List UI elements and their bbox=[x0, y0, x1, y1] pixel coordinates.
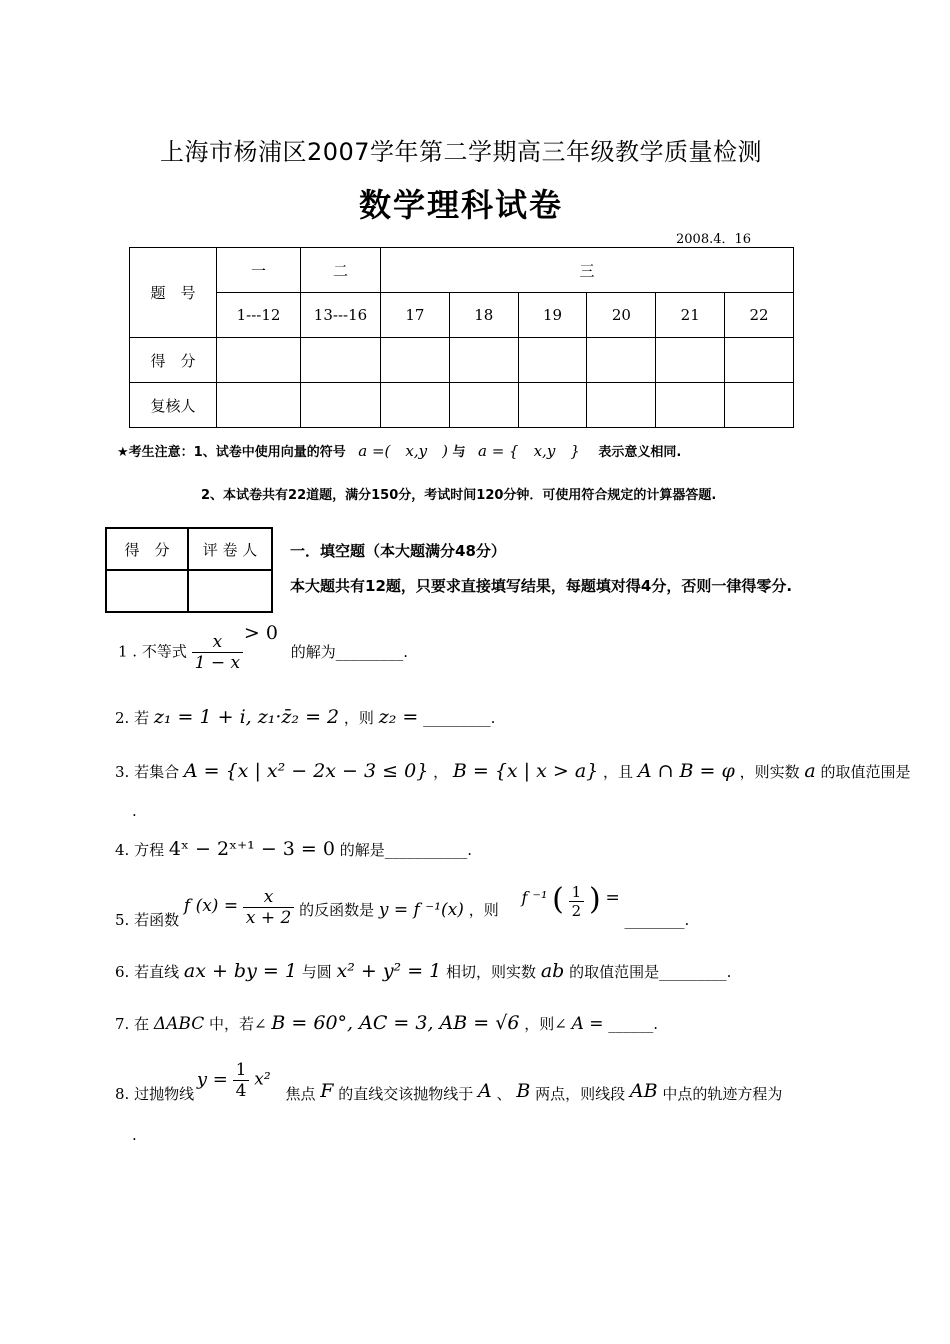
q3-separator: ， bbox=[433, 763, 449, 781]
score-cell bbox=[518, 338, 587, 383]
q8-tail: . bbox=[132, 1126, 137, 1144]
q6-ab: ab bbox=[540, 960, 565, 982]
score-cell bbox=[587, 338, 656, 383]
score-cell bbox=[656, 338, 725, 383]
score-cell bbox=[725, 338, 794, 383]
q8-lhs: y = bbox=[196, 1068, 228, 1090]
notice-1-suffix: 表示意义相同. bbox=[598, 445, 682, 460]
q8-mid: 焦点 bbox=[285, 1084, 316, 1103]
reviewer-cell bbox=[518, 383, 587, 428]
q8-focus: F bbox=[320, 1079, 334, 1102]
question-number-cell: 17 bbox=[381, 293, 450, 338]
question-3 bbox=[115, 760, 911, 782]
q2-target: z₂ = bbox=[378, 706, 419, 728]
question-1 bbox=[118, 621, 409, 673]
score-cell bbox=[301, 338, 381, 383]
q7-target: A = bbox=[571, 1014, 604, 1034]
q5-inverse: y = f ⁻¹(x) bbox=[378, 900, 464, 920]
section-two-header: 二 bbox=[301, 248, 381, 293]
reviewer-cell bbox=[301, 383, 381, 428]
section-one-description: 本大题共有12题，只要求直接填写结果，每题填对得4分，否则一律得零分. bbox=[290, 577, 793, 595]
q7-triangle: ΔABC bbox=[153, 1014, 205, 1034]
q2-prefix: 2. 若 bbox=[115, 709, 150, 727]
q6-prefix: 6. 若直线 bbox=[115, 963, 180, 981]
q8-point-a: A bbox=[478, 1079, 492, 1102]
q6-suffix: 的取值范围是_________. bbox=[569, 963, 732, 981]
q8-sep: 、 bbox=[496, 1084, 512, 1103]
q5-equals: = bbox=[605, 888, 620, 908]
notice-vector-notation bbox=[117, 440, 681, 461]
question-2 bbox=[115, 706, 495, 728]
q5-half-num: 1 bbox=[569, 883, 585, 902]
q3-post2: 的取值范围是 bbox=[820, 763, 911, 781]
grader-name-label: 评 卷 人 bbox=[188, 528, 272, 570]
exam-date: 2008.4．16 bbox=[676, 232, 752, 247]
q8-point-b: B bbox=[516, 1079, 531, 1102]
q4-prefix: 4. 方程 bbox=[115, 841, 165, 859]
question-number-cell: 20 bbox=[587, 293, 656, 338]
grader-name-cell bbox=[188, 570, 272, 612]
score-table bbox=[129, 247, 794, 428]
notice-1-prefix: ★考生注意：1、试卷中使用向量的符号 bbox=[117, 445, 346, 460]
q7-mid: 中，若∠ bbox=[209, 1015, 267, 1033]
exam-subject-title: 数学理科试卷 bbox=[358, 186, 563, 224]
q4-equation: 4ˣ − 2ˣ⁺¹ − 3 = 0 bbox=[168, 838, 335, 860]
q8-suffix: 中点的轨迹方程为 bbox=[662, 1084, 783, 1103]
q3-intersection: A ∩ B = φ bbox=[637, 760, 735, 782]
question-number-cell: 21 bbox=[656, 293, 725, 338]
reviewer-cell bbox=[449, 383, 518, 428]
q8-denominator: 4 bbox=[235, 1081, 247, 1101]
q3-set-b: B = {x | x > a} bbox=[452, 760, 599, 782]
q6-mid2: 相切，则实数 bbox=[446, 963, 537, 981]
question-7 bbox=[115, 1012, 658, 1034]
reviewer-cell bbox=[381, 383, 450, 428]
q8-rhs: x² bbox=[254, 1069, 271, 1090]
q1-denominator: 1 − x bbox=[194, 653, 241, 673]
question-6 bbox=[115, 960, 731, 982]
question-4 bbox=[115, 838, 472, 860]
q5-half-den: 2 bbox=[571, 901, 582, 920]
reviewer-cell bbox=[217, 383, 301, 428]
score-cell bbox=[449, 338, 518, 383]
question-number-cell: 19 bbox=[518, 293, 587, 338]
q8-mid2: 的直线交该抛物线于 bbox=[338, 1084, 474, 1103]
notice-1-mid: 与 bbox=[452, 445, 466, 460]
q3-mid: ，且 bbox=[603, 763, 634, 781]
q4-suffix: 的解是___________. bbox=[339, 841, 473, 859]
q5-mid2: ，则 bbox=[468, 901, 499, 919]
vector-notation-brace: a = { x,y } bbox=[478, 442, 580, 460]
q8-mid3: 两点，则线段 bbox=[535, 1084, 626, 1103]
q5-fraction bbox=[243, 887, 294, 928]
q7-prefix: 7. 在 bbox=[115, 1015, 150, 1033]
section-one-range: 1---12 bbox=[217, 293, 301, 338]
section-one-title: 一．填空题（本大题满分48分） bbox=[290, 542, 506, 560]
q3-post1: ，则实数 bbox=[739, 763, 800, 781]
q6-mid: 与圆 bbox=[301, 963, 332, 981]
q5-half bbox=[569, 883, 585, 920]
q5-numerator: x bbox=[243, 887, 294, 908]
q3-tail: . bbox=[132, 802, 137, 820]
q7-condition: B = 60°, AC = 3, AB = √6 bbox=[271, 1012, 520, 1034]
q8-numerator: 1 bbox=[233, 1060, 250, 1081]
q3-var-a: a bbox=[804, 760, 816, 782]
q2-suffix: _________. bbox=[423, 709, 496, 727]
q5-lhs: f (x) = bbox=[183, 896, 239, 916]
reviewer-cell bbox=[656, 383, 725, 428]
section-three-header: 三 bbox=[381, 248, 794, 293]
q1-relation: > 0 bbox=[243, 621, 278, 644]
score-cell bbox=[217, 338, 301, 383]
q5-right-paren: ) bbox=[588, 882, 601, 917]
q6-line: ax + by = 1 bbox=[183, 960, 297, 982]
q5-denominator: x + 2 bbox=[245, 907, 292, 928]
q2-condition: z₁ = 1 + i, z₁·z̄₂ = 2 bbox=[153, 706, 340, 728]
question-number-cell: 18 bbox=[449, 293, 518, 338]
q8-prefix: 8. 过抛物线 bbox=[115, 1084, 195, 1103]
section-two-range: 13---16 bbox=[301, 293, 381, 338]
q1-prefix: 1 . 不等式 bbox=[118, 642, 187, 661]
question-8 bbox=[115, 1060, 782, 1101]
q5-left-paren: ( bbox=[552, 882, 564, 917]
q6-circle: x² + y² = 1 bbox=[336, 960, 442, 982]
vector-notation-paren: a =( x,y ) bbox=[358, 442, 448, 460]
score-cell bbox=[381, 338, 450, 383]
q3-prefix: 3. 若集合 bbox=[115, 763, 180, 781]
question-number-cell: 22 bbox=[725, 293, 794, 338]
q8-segment-ab: AB bbox=[629, 1079, 658, 1102]
grader-score-label: 得 分 bbox=[106, 528, 188, 570]
q1-suffix: 的解为_________. bbox=[290, 642, 409, 661]
q1-numerator: x bbox=[192, 632, 243, 653]
q3-set-a: A = {x | x² − 2x − 3 ≤ 0} bbox=[183, 760, 429, 782]
row-label-reviewer: 复核人 bbox=[130, 383, 217, 428]
q8-fraction bbox=[233, 1060, 250, 1101]
q2-mid: ，则 bbox=[343, 709, 374, 727]
q5-mid: 的反函数是 bbox=[299, 901, 375, 919]
reviewer-cell bbox=[725, 383, 794, 428]
section-one-header: 一 bbox=[217, 248, 301, 293]
row-label-question-number: 题 号 bbox=[130, 248, 217, 338]
q5-prefix: 5. 若函数 bbox=[115, 911, 180, 929]
q5-suffix: ________. bbox=[624, 911, 690, 929]
notice-exam-rules: 2、本试卷共有22道题，满分150分，考试时间120分钟．可使用符合规定的计算器答题. bbox=[201, 488, 717, 503]
q1-fraction bbox=[192, 632, 243, 673]
grader-score-cell bbox=[106, 570, 188, 612]
grader-box bbox=[105, 527, 273, 613]
q7-suffix: ______. bbox=[608, 1015, 659, 1033]
q7-mid2: ，则∠ bbox=[524, 1015, 567, 1033]
row-label-score: 得 分 bbox=[130, 338, 217, 383]
reviewer-cell bbox=[587, 383, 656, 428]
exam-header-title: 上海市杨浦区2007学年第二学期高三年级教学质量检测 bbox=[159, 138, 763, 166]
question-5 bbox=[115, 884, 689, 928]
q5-finv: f ⁻¹ bbox=[521, 888, 548, 907]
